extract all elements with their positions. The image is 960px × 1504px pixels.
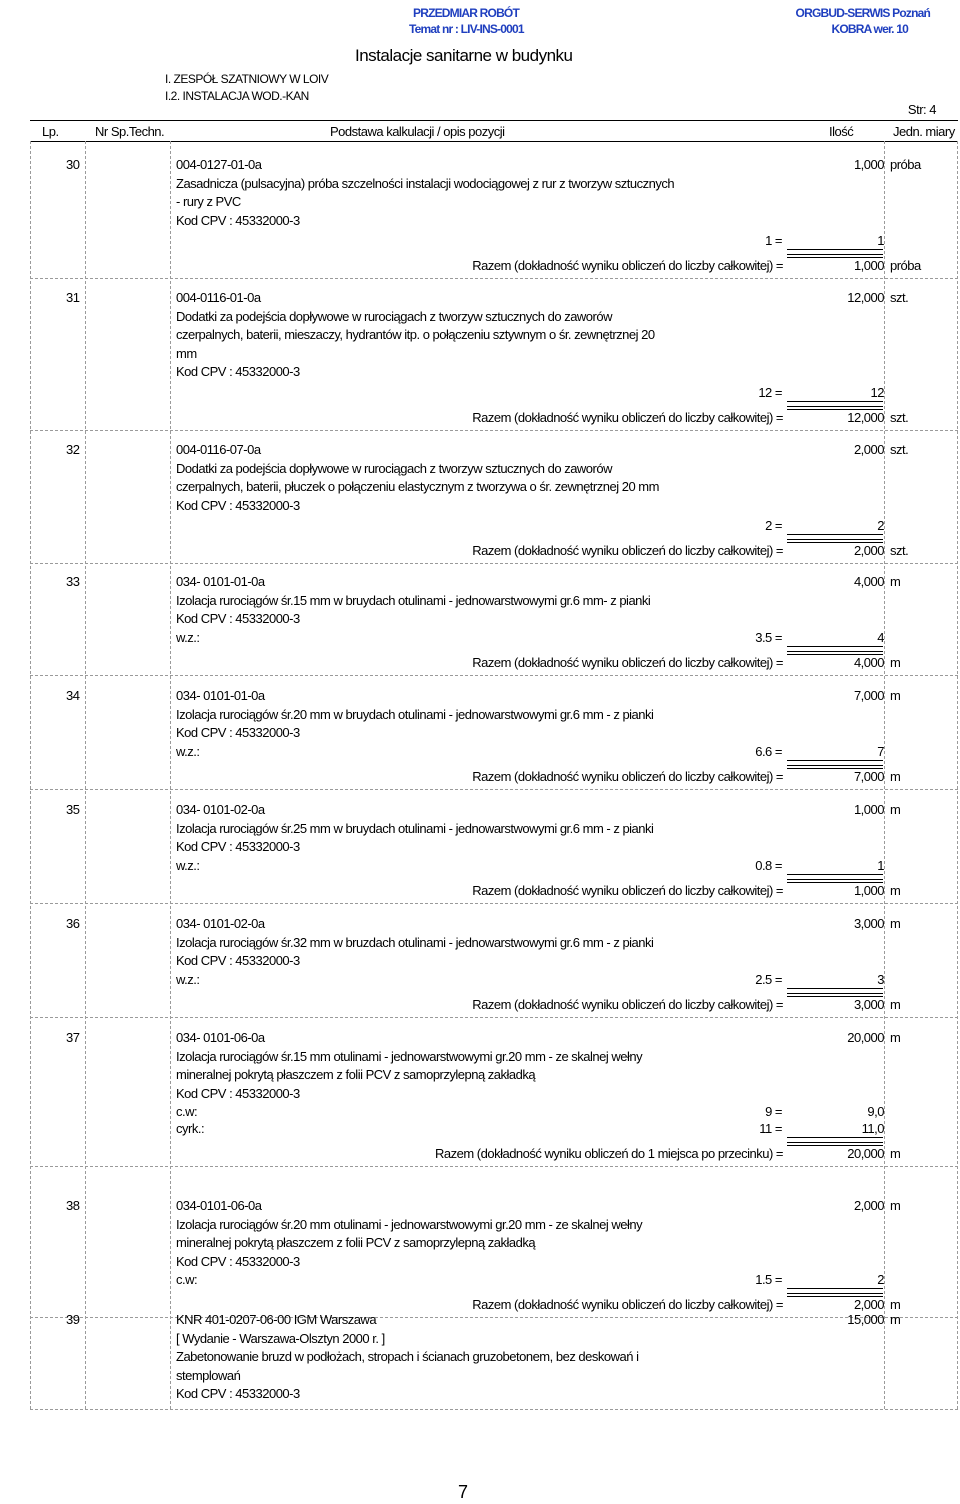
row-total: 3,000 [853,996,884,1012]
calc-label: w.z.: [176,743,200,759]
calc-value: 2 [877,1272,884,1287]
row-total-unit: szt. [890,409,909,425]
row-qty: 15,000 [847,1312,884,1327]
row-separator [30,430,958,431]
page-number: 7 [458,1482,469,1502]
header-top-rule [30,120,958,121]
row-total-unit: m [890,1146,901,1161]
group-2: I.2. INSTALACJA WOD.-KAN [165,89,309,103]
row-lp: 31 [66,290,80,305]
row-unit: m [890,1198,901,1213]
calc-rule [787,874,883,875]
row-lp: 39 [66,1312,80,1327]
row-desc-line: Zasadnicza (pulsacyjna) próba szczelności instalacji wodociągowej z rur z tworzyw sztucznych [176,175,675,191]
row-separator [30,278,958,279]
row-code: 034- 0101-02-0a [176,802,265,817]
calc-label: w.z.: [176,629,200,645]
col-nr: Nr Sp.Techn. [95,124,165,139]
calc-expr: 9 = [765,1104,782,1119]
row-desc-line: Izolacja rurociągów śr.15 mm otulinami - jednowarstwowymi gr.20 mm - ze skalnej wełny [176,1048,643,1064]
row-lp: 34 [66,688,80,703]
doc-title: PRZEDMIAR ROBÓT [413,6,519,20]
calc-rule [787,988,883,989]
calc-expr: 12 = [758,384,782,400]
calc-value: 11,0 [861,1121,884,1136]
row-total: 4,000 [853,654,884,670]
row-unit: m [890,802,901,817]
table-bottom-rule [30,1409,958,1410]
calc-value: 3 [877,971,884,987]
row-lp: 35 [66,802,80,817]
calc-rule [787,1288,883,1289]
calc-label: w.z.: [176,857,200,873]
row-separator [30,1317,958,1318]
company-name: ORGBUD-SERWIS Poznań [795,6,930,20]
row-code: 034- 0101-02-0a [176,916,265,931]
calc-expr: 3.5 = [755,629,782,645]
row-total: 1,000 [853,882,884,898]
razem-label: Razem (dokładność wyniku obliczeń do liczby całkowitej) = [472,654,783,670]
row-total: 12,000 [847,409,884,425]
row-desc-line: mineralnej pokrytą płaszczem z folii PCV z samoprzylepną zakładką [176,1235,536,1250]
row-desc-line: - rury z PVC [176,194,241,209]
calc-label: c.w: [176,1104,198,1119]
row-cpv: Kod CPV : 45332000-3 [176,611,300,626]
row-total-unit: m [890,768,901,784]
row-code: 004-0127-01-0a [176,157,262,172]
row-desc-line: Izolacja rurociągów śr.20 mm w bruydach otulinami - jednowarstwowymi gr.6 mm - z pianki [176,706,654,722]
row-qty: 2,000 [853,442,884,457]
doc-temat: Temat nr : LIV-INS-0001 [409,22,524,36]
row-desc-line: [ Wydanie - Warszawa-Olsztyn 2000 r. ] [176,1330,385,1346]
calc-rule [787,401,883,402]
row-qty: 20,000 [847,1030,884,1045]
row-desc-line: KNR 401-0207-06-00 IGM Warszawa [176,1312,377,1327]
row-unit: m [890,916,901,931]
row-lp: 30 [66,157,80,172]
row-desc-line: mineralnej pokrytą płaszczem z folii PCV z samoprzylepną zakładką [176,1067,536,1082]
razem-label: Razem (dokładność wyniku obliczeń do liczby całkowitej) = [472,996,783,1012]
calc-expr: 1.5 = [755,1272,782,1287]
page-label: Str: 4 [907,102,936,117]
group-1: I. ZESPÓŁ SZATNIOWY W LOIV [165,72,329,86]
razem-label: Razem (dokładność wyniku obliczeń do liczby całkowitej) = [472,768,783,784]
row-desc-line: Dodatki za podejścia dopływowe w rurociągach z tworzyw sztucznych do zaworów [176,308,612,324]
calc-expr: 2.5 = [755,971,782,987]
row-qty: 3,000 [853,916,884,931]
row-separator [30,1017,958,1018]
software-version: KOBRA wer. 10 [831,22,908,36]
row-total-unit: próba [890,258,921,273]
row-code: 034- 0101-01-0a [176,574,265,589]
row-total: 2,000 [853,543,884,558]
row-cpv: Kod CPV : 45332000-3 [176,1253,300,1269]
calc-rule [787,760,883,761]
row-cpv: Kod CPV : 45332000-3 [176,1386,300,1401]
calc-expr: 2 = [765,518,782,533]
row-cpv: Kod CPV : 45332000-3 [176,364,300,379]
row-unit: szt. [890,290,909,305]
row-separator [30,675,958,676]
row-cpv: Kod CPV : 45332000-3 [176,725,300,740]
row-total: 7,000 [853,768,884,784]
grid-v-left [30,141,31,1409]
row-separator [30,1166,958,1167]
razem-label: Razem (dokładność wyniku obliczeń do liczby całkowitej) = [472,258,783,273]
row-total-unit: m [890,996,901,1012]
row-unit: m [890,1312,901,1327]
grid-v-code [170,141,171,1409]
calc-expr: 0.8 = [755,857,782,873]
calc-value: 9,0 [867,1104,884,1119]
row-lp: 33 [66,574,80,589]
calc-label: c.w: [176,1272,198,1287]
row-qty: 4,000 [853,574,884,589]
row-desc-line: Izolacja rurociągów śr.25 mm w bruydach otulinami - jednowarstwowymi gr.6 mm - z pianki [176,820,654,836]
row-qty: 1,000 [853,802,884,817]
row-cpv: Kod CPV : 45332000-3 [176,212,300,228]
row-separator [30,789,958,790]
row-lp: 32 [66,442,80,457]
col-unit: Jedn. miary [893,124,955,139]
row-code: 004-0116-01-0a [176,290,261,305]
razem-label: Razem (dokładność wyniku obliczeń do 1 miejsca po przecinku) = [435,1146,783,1161]
calc-label: w.z.: [176,971,200,987]
row-qty: 7,000 [853,688,884,703]
row-desc-line: Zabetonowanie bruzd w podłożach, stropach i ścianach gruzobetonem, bez deskowań i [176,1349,639,1364]
row-cpv: Kod CPV : 45332000-3 [176,1085,300,1101]
row-total-unit: m [890,654,901,670]
row-lp: 36 [66,916,80,931]
row-total: 2,000 [853,1297,884,1312]
calc-rule [787,646,883,647]
doc-subtitle: Instalacje sanitarne w budynku [355,46,573,65]
row-desc-line: czerpalnych, baterii, płuczek o połączeniu elastycznym z tworzywa o śr. zewnętrznej 20 mm [176,479,659,494]
row-code: 034- 0101-01-0a [176,688,265,703]
row-unit: m [890,688,901,703]
grid-v-right [957,141,958,1409]
razem-label: Razem (dokładność wyniku obliczeń do liczby całkowitej) = [472,409,783,425]
row-unit: m [890,1030,901,1045]
calc-expr: 1 = [765,233,782,248]
razem-label: Razem (dokładność wyniku obliczeń do liczby całkowitej) = [472,543,783,558]
row-total-unit: szt. [890,543,909,558]
row-desc-line: Izolacja rurociągów śr.32 mm w bruzdach otulinami - jednowarstwowymi gr.6 mm - z pianki [176,934,654,950]
row-unit: m [890,574,901,589]
calc-value: 1 [877,857,884,873]
row-cpv: Kod CPV : 45332000-3 [176,839,300,854]
col-desc: Podstawa kalkulacji / opis pozycji [330,124,505,139]
row-code: 034- 0101-06-0a [176,1030,265,1045]
row-cpv: Kod CPV : 45332000-3 [176,497,300,513]
row-unit: próba [890,157,921,172]
row-cpv: Kod CPV : 45332000-3 [176,953,300,968]
row-lp: 38 [66,1198,80,1213]
row-total-unit: m [890,882,901,898]
row-code: 004-0116-07-0a [176,442,261,457]
calc-label: cyrk.: [176,1121,205,1136]
row-lp: 37 [66,1030,80,1045]
calc-value: 1 [877,233,884,248]
col-qty: Ilość [829,124,854,139]
row-unit: szt. [890,442,909,457]
grid-v-qty [884,141,885,1409]
row-desc-line: Izolacja rurociągów śr.20 mm otulinami - jednowarstwowymi gr.20 mm - ze skalnej wełny [176,1216,643,1232]
calc-value: 4 [877,629,884,645]
row-desc-line: stemplowań [176,1367,241,1383]
row-qty: 12,000 [847,290,884,305]
calc-rule [787,534,883,535]
razem-label: Razem (dokładność wyniku obliczeń do liczby całkowitej) = [472,882,783,898]
calc-rule [787,249,883,250]
row-separator [30,563,958,564]
row-code: 034-0101-06-0a [176,1198,262,1213]
calc-value: 2 [877,518,884,533]
row-separator [30,903,958,904]
row-qty: 2,000 [853,1198,884,1213]
calc-value: 12 [870,384,884,400]
calc-value: 7 [877,743,884,759]
row-total: 20,000 [847,1146,884,1161]
col-lp: Lp. [42,124,59,139]
row-desc-line: czerpalnych, baterii, mieszaczy, hydrantów itp. o połączeniu sztywnym o śr. zewnętrznej 20 [176,327,655,342]
calc-expr: 11 = [759,1121,782,1136]
row-total: 1,000 [853,258,884,273]
row-desc-line: Izolacja rurociągów śr.15 mm w bruydach otulinami - jednowarstwowymi gr.6 mm- z pianki [176,592,651,608]
row-total-unit: m [890,1297,901,1312]
calc-rule [787,1137,883,1138]
row-desc-line: Dodatki za podejścia dopływowe w rurociągach z tworzyw sztucznych do zaworów [176,460,612,476]
grid-v-lp [85,141,86,1409]
calc-expr: 6.6 = [755,743,782,759]
razem-label: Razem (dokładność wyniku obliczeń do liczby całkowitej) = [472,1297,783,1312]
row-qty: 1,000 [853,157,884,172]
row-desc-line: mm [176,345,197,361]
